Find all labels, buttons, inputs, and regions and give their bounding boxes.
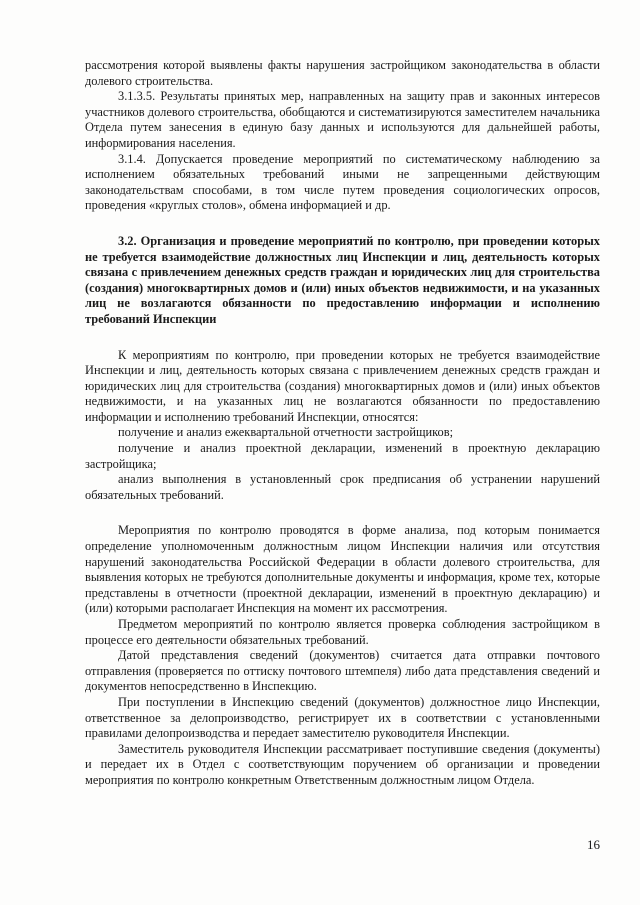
paragraph-3-1-4: 3.1.4. Допускается проведение мероприятий по систематическому наблюдению за исполнением обязательных требований иными не запрещенными действующим законодательствам способами, в том числе путем проведения социологических опросов, проведения «круглых столов», обмена информацией и др. (85, 151, 600, 213)
list-item-order-execution: анализ выполнения в установленный срок предписания об устранении нарушений обязательных требований. (85, 472, 600, 502)
list-item-project-declaration: получение и анализ проектной декларации, изменений в проектную декларацию застройщика; (85, 441, 600, 471)
paragraph-deputy-review: Заместитель руководителя Инспекции рассматривает поступившие сведения (документы) и передает их в Отдел с соответствующим поручением об организации и проведении мероприятия по контролю конкретным Ответственным должностным лицом Отдела. (85, 741, 600, 787)
section-heading-3-2: 3.2. Организация и проведение мероприятий по контролю, при проведении которых не требуется взаимодействие должностных лиц Инспекции и лиц, деятельность которых связана с привлечением денежных средств граждан и юридических лиц для строительства (создания) многоквартирных домов и (или) иных объектов недвижимости, и на указанных лиц не возлагаются обязанности по предоставлению информации и исполнению требований Инспекции (85, 233, 600, 326)
paragraph-analysis-form: Мероприятия по контролю проводятся в форме анализа, под которым понимается определение уполномоченным должностным лицом Инспекции наличия или отсутствия нарушений законодательства Российской Федерации в области долевого строительства, для выявления которых не требуются дополнительные документы и информация, кроме тех, которые представлены в отчетности (проектной декларации, изменений в проектную декларацию) и (или) которыми располагает Инспекция на момент их рассмотрения. (85, 523, 600, 616)
paragraph-registration: При поступлении в Инспекцию сведений (документов) должностное лицо Инспекции, ответственное за делопроизводство, регистрирует их в соответствии с установленными правилами делопроизводства и передает заместителю руководителя Инспекции. (85, 694, 600, 741)
paragraph-3-1-3-5: 3.1.3.5. Результаты принятых мер, направленных на защиту прав и законных интересов участников долевого строительства, обобщаются и систематизируются заместителем начальника Отдела путем занесения в единую базу данных и используются для дальнейшей работы, информирования населения. (85, 89, 600, 150)
paragraph-measures-intro: К мероприятиям по контролю, при проведении которых не требуется взаимодействие Инспекции и лиц, деятельность которых связана с привлечением денежных средств граждан и юридических лиц для строительства (создания) многоквартирных домов и (или) иных объектов недвижимости, и на указанных лиц не возлагаются обязанности по предоставлению информации и исполнению требований Инспекции, относятся: (85, 347, 600, 424)
paragraph-submission-date: Датой представления сведений (документов) считается дата отправки почтового отправления (проверяется по оттиску почтового штемпеля) либо дата представления сведений и документов непосредственно в Инспекцию. (85, 648, 600, 694)
paragraph-continuation: рассмотрения которой выявлены факты нарушения застройщиком законодательства в области долевого строительства. (85, 58, 600, 88)
page-body (85, 58, 600, 789)
page-number: 16 (587, 837, 600, 853)
list-item-quarterly-reports: получение и анализ ежеквартальной отчетности застройщиков; (118, 425, 454, 440)
paragraph-subject: Предметом мероприятий по контролю является проверка соблюдения застройщиком в процессе его деятельности обязательных требований. (85, 617, 600, 647)
